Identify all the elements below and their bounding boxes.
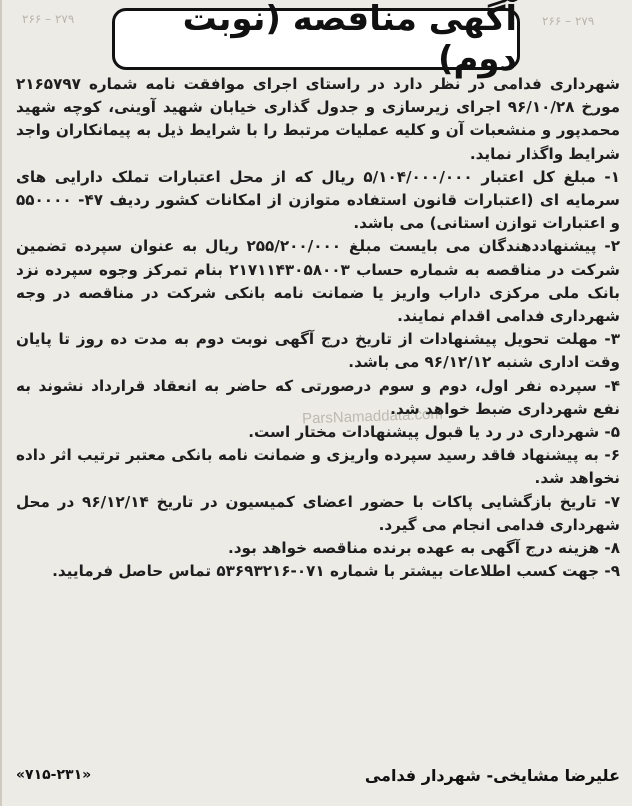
watermark: ParsNamaddata.com <box>301 405 444 428</box>
show-through-text: ۲۷۹ – ۲۶۶ <box>542 14 595 28</box>
announcement-body <box>16 73 620 583</box>
condition-item-7: ۷- تاریخ بازگشایی پاکات با حضور اعضای کمیسیون در تاریخ ۹۶/۱۲/۱۴ در محل شهرداری فدامی انجام می گیرد. <box>16 492 620 534</box>
signature-line: علیرضا مشایخی- شهردار فدامی <box>364 765 620 785</box>
condition-item-1: ۱- مبلغ کل اعتبار ۵/۱۰۴/۰۰۰/۰۰۰ ریال که از محل اعتبارات تملک دارایی های سرمایه ای (اعتبارات قانون استفاده متوازن از امکانات کشور ردیف ۴۷- ۵۵۰۰۰۰ و اعتبارات توازن استانی) می باشد. <box>16 167 620 233</box>
condition-item-8: ۸- هزینه درج آگهی به عهده برنده مناقصه خواهد بود. <box>227 539 620 558</box>
show-through-text: ۲۷۹ – ۲۶۶ <box>22 12 75 26</box>
page-title: آگهی مناقصه (نوبت دوم) <box>182 0 517 79</box>
condition-item-6: ۶- به پیشنهاد فاقد رسید سپرده واریزی و ضمانت نامه بانکی معتبر ترتیب اثر داده نخواهد شد. <box>16 446 620 488</box>
condition-item-9: ۹- جهت کسب اطلاعات بیشتر با شماره ۰۷۱-۵۳۶۹۳۲۱۶ تماس حاصل فرمایید. <box>52 562 620 581</box>
footer <box>16 762 620 788</box>
title-banner <box>112 0 520 79</box>
condition-item-4: ۴- سپرده نفر اول، دوم و سوم درصورتی که حاضر به انعقاد قرارداد نشوند به نفع شهرداری ضبط خواهد شد. <box>16 376 620 418</box>
intro-paragraph: شهرداری فدامی در نظر دارد در راستای اجرای موافقت نامه شماره ۲۱۶۵۷۹۷ مورخ ۹۶/۱۰/۲۸ اجرای زیرسازی و جدول گذاری خیابان شهید آوینی، کوچه شهید محمدپور و منشعبات آن و کلیه عملیات مرتبط را با شرایط ذیل به پیمانکاران واجد شرایط واگذار نماید. <box>16 75 620 163</box>
condition-item-3: ۳- مهلت تحویل پیشنهادات از تاریخ درج آگهی نوبت دوم به مدت ده روز تا پایان وقت اداری شنبه ۹۶/۱۲/۱۲ می باشد. <box>16 330 620 372</box>
ad-code: «۷۱۵-۲۳۱» <box>16 767 92 783</box>
condition-item-5: ۵- شهرداری در رد یا قبول پیشنهادات مختار است. <box>248 423 620 442</box>
condition-item-2: ۲- پیشنهاددهندگان می بایست مبلغ ۲۵۵/۲۰۰/۰۰۰ ریال به عنوان سپرده تضمین شرکت در مناقصه به شماره حساب ۲۱۷۱۱۴۳۰۵۸۰۰۳ بنام تمرکز وجوه سپرده نزد بانک ملی مرکزی داراب واریز یا ضمانت نامه بانکی شرکت در مناقصه در وجه شهرداری فدامی اقدام نمایند. <box>16 237 620 326</box>
